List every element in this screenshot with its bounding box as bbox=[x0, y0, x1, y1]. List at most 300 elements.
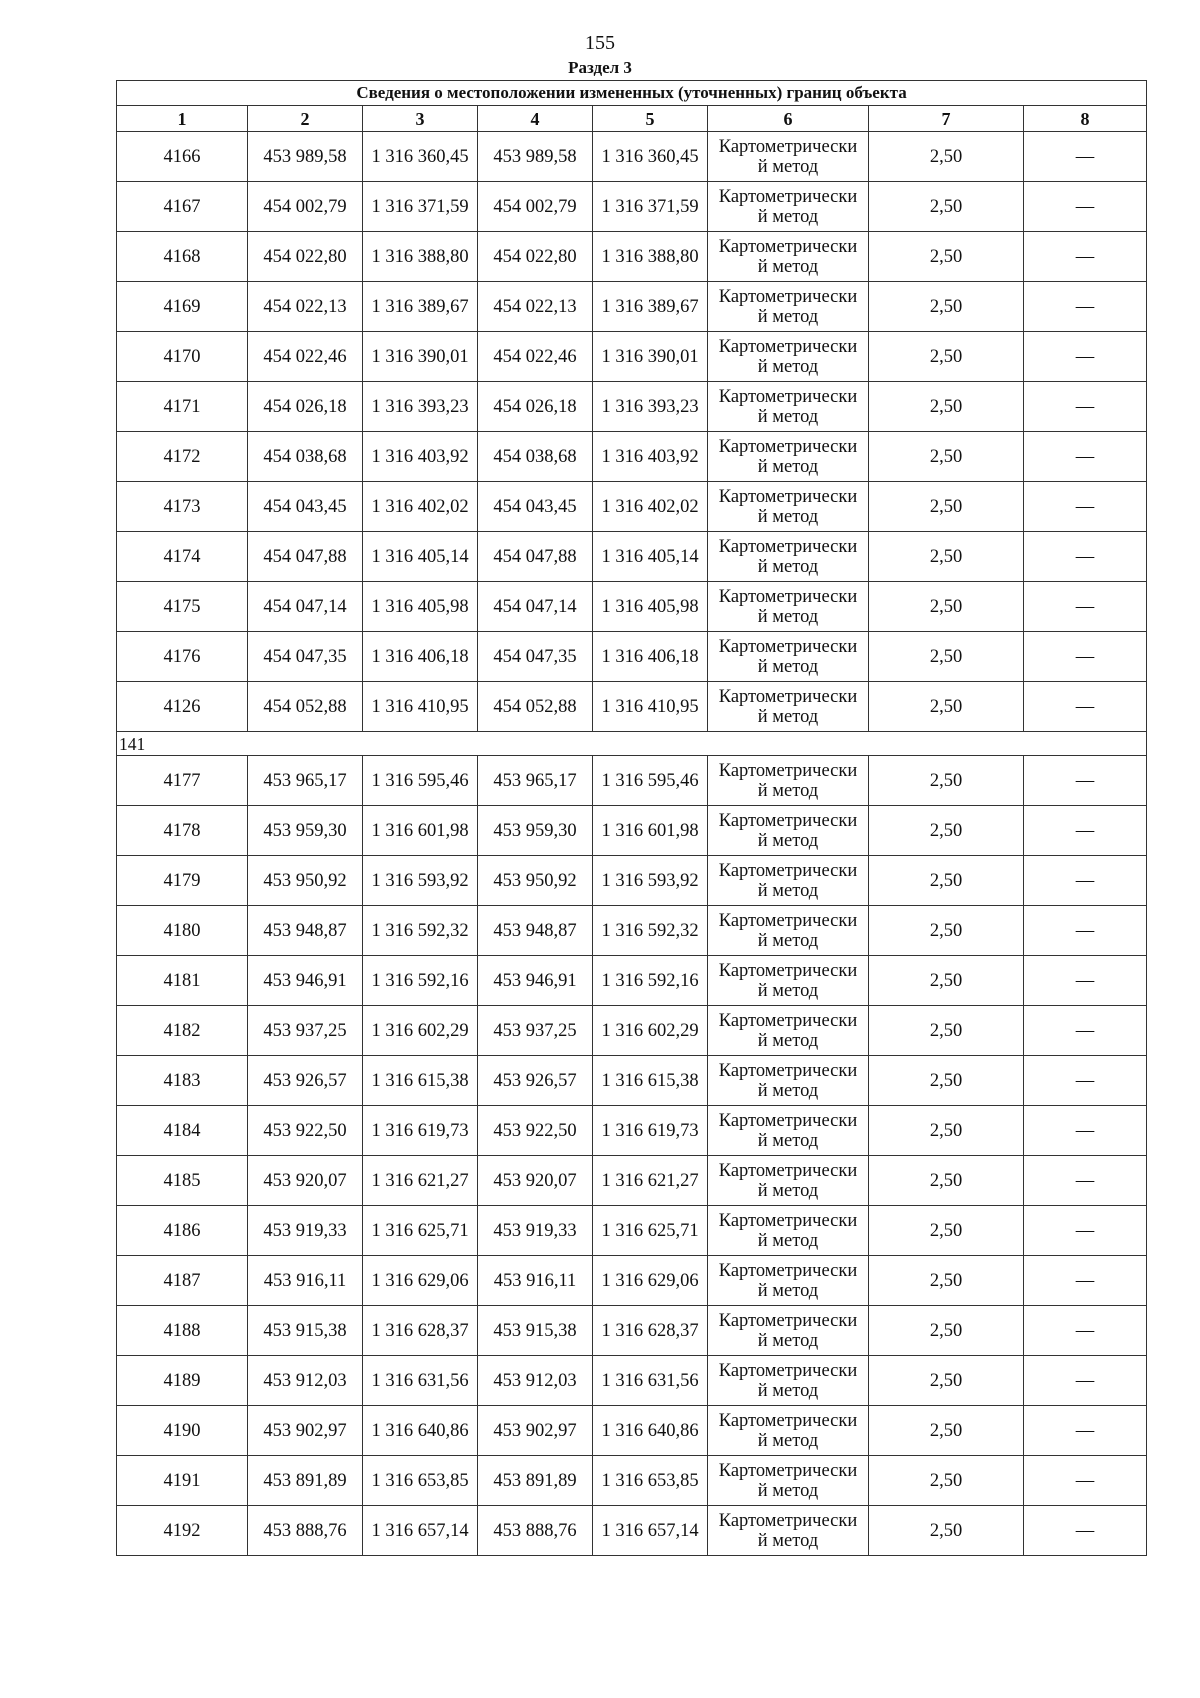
column-header: 7 bbox=[869, 106, 1024, 132]
method-cell bbox=[708, 756, 869, 806]
method-cell bbox=[708, 532, 869, 582]
x-old-cell: 454 047,88 bbox=[248, 532, 363, 582]
point-number-cell: 4184 bbox=[117, 1106, 248, 1156]
table-row bbox=[117, 232, 1147, 282]
description-cell: — bbox=[1024, 906, 1147, 956]
table-row bbox=[117, 432, 1147, 482]
description-cell: — bbox=[1024, 956, 1147, 1006]
y-new-cell: 1 316 628,37 bbox=[593, 1306, 708, 1356]
description-cell: — bbox=[1024, 756, 1147, 806]
table-row bbox=[117, 682, 1147, 732]
description-cell: — bbox=[1024, 1256, 1147, 1306]
table-row bbox=[117, 756, 1147, 806]
table-row bbox=[117, 132, 1147, 182]
x-old-cell: 453 922,50 bbox=[248, 1106, 363, 1156]
y-new-cell: 1 316 389,67 bbox=[593, 282, 708, 332]
precision-cell: 2,50 bbox=[869, 282, 1024, 332]
section-title: Раздел 3 bbox=[568, 58, 632, 77]
y-old-cell: 1 316 629,06 bbox=[363, 1256, 478, 1306]
table-caption: Сведения о местоположении измененных (уточненных) границ объекта bbox=[117, 81, 1147, 106]
description-cell: — bbox=[1024, 682, 1147, 732]
method-cell bbox=[708, 632, 869, 682]
y-old-cell: 1 316 371,59 bbox=[363, 182, 478, 232]
description-cell: — bbox=[1024, 432, 1147, 482]
method-line-2: й метод bbox=[757, 1030, 819, 1051]
method-line-2: й метод bbox=[757, 780, 819, 801]
precision-cell: 2,50 bbox=[869, 232, 1024, 282]
x-old-cell: 453 959,30 bbox=[248, 806, 363, 856]
precision-cell: 2,50 bbox=[869, 132, 1024, 182]
point-number-cell: 4188 bbox=[117, 1306, 248, 1356]
point-number-cell: 4174 bbox=[117, 532, 248, 582]
method-line-2: й метод bbox=[757, 880, 819, 901]
method-cell bbox=[708, 132, 869, 182]
x-old-cell: 453 920,07 bbox=[248, 1156, 363, 1206]
method-line-1: Картометрически bbox=[718, 386, 858, 407]
y-new-cell: 1 316 629,06 bbox=[593, 1256, 708, 1306]
table-row bbox=[117, 582, 1147, 632]
column-header: 2 bbox=[248, 106, 363, 132]
precision-cell: 2,50 bbox=[869, 1006, 1024, 1056]
point-number-cell: 4169 bbox=[117, 282, 248, 332]
method-line-1: Картометрически bbox=[718, 486, 858, 507]
point-number-cell: 4167 bbox=[117, 182, 248, 232]
description-cell: — bbox=[1024, 582, 1147, 632]
x-old-cell: 453 916,11 bbox=[248, 1256, 363, 1306]
y-new-cell: 1 316 592,32 bbox=[593, 906, 708, 956]
y-new-cell: 1 316 405,14 bbox=[593, 532, 708, 582]
precision-cell: 2,50 bbox=[869, 682, 1024, 732]
precision-cell: 2,50 bbox=[869, 756, 1024, 806]
description-cell: — bbox=[1024, 1006, 1147, 1056]
x-new-cell: 454 052,88 bbox=[478, 682, 593, 732]
point-number-cell: 4186 bbox=[117, 1206, 248, 1256]
point-number-cell: 4168 bbox=[117, 232, 248, 282]
precision-cell: 2,50 bbox=[869, 856, 1024, 906]
y-old-cell: 1 316 595,46 bbox=[363, 756, 478, 806]
x-new-cell: 453 888,76 bbox=[478, 1506, 593, 1556]
method-line-1: Картометрически bbox=[718, 760, 858, 781]
method-line-1: Картометрически bbox=[718, 810, 858, 831]
description-cell: — bbox=[1024, 856, 1147, 906]
x-old-cell: 453 937,25 bbox=[248, 1006, 363, 1056]
y-old-cell: 1 316 628,37 bbox=[363, 1306, 478, 1356]
x-old-cell: 453 950,92 bbox=[248, 856, 363, 906]
x-old-cell: 453 902,97 bbox=[248, 1406, 363, 1456]
method-cell bbox=[708, 182, 869, 232]
y-new-cell: 1 316 615,38 bbox=[593, 1056, 708, 1106]
method-line-1: Картометрически bbox=[718, 336, 858, 357]
table-row bbox=[117, 956, 1147, 1006]
y-new-cell: 1 316 405,98 bbox=[593, 582, 708, 632]
description-cell: — bbox=[1024, 1506, 1147, 1556]
x-old-cell: 454 043,45 bbox=[248, 482, 363, 532]
x-old-cell: 454 052,88 bbox=[248, 682, 363, 732]
y-old-cell: 1 316 593,92 bbox=[363, 856, 478, 906]
y-old-cell: 1 316 619,73 bbox=[363, 1106, 478, 1156]
method-line-2: й метод bbox=[757, 156, 819, 177]
x-new-cell: 453 902,97 bbox=[478, 1406, 593, 1456]
method-line-1: Картометрически bbox=[718, 1510, 858, 1531]
point-number-cell: 4189 bbox=[117, 1356, 248, 1406]
y-new-cell: 1 316 631,56 bbox=[593, 1356, 708, 1406]
y-new-cell: 1 316 360,45 bbox=[593, 132, 708, 182]
x-new-cell: 454 047,88 bbox=[478, 532, 593, 582]
x-new-cell: 453 912,03 bbox=[478, 1356, 593, 1406]
y-new-cell: 1 316 592,16 bbox=[593, 956, 708, 1006]
method-line-2: й метод bbox=[757, 1380, 819, 1401]
column-header: 8 bbox=[1024, 106, 1147, 132]
x-new-cell: 453 989,58 bbox=[478, 132, 593, 182]
method-line-2: й метод bbox=[757, 306, 819, 327]
y-old-cell: 1 316 602,29 bbox=[363, 1006, 478, 1056]
table-row bbox=[117, 1106, 1147, 1156]
method-line-2: й метод bbox=[757, 506, 819, 527]
table-row bbox=[117, 856, 1147, 906]
description-cell: — bbox=[1024, 332, 1147, 382]
y-new-cell: 1 316 410,95 bbox=[593, 682, 708, 732]
method-line-1: Картометрически bbox=[718, 636, 858, 657]
precision-cell: 2,50 bbox=[869, 806, 1024, 856]
method-line-1: Картометрически bbox=[718, 1160, 858, 1181]
x-old-cell: 454 047,35 bbox=[248, 632, 363, 682]
method-cell bbox=[708, 1356, 869, 1406]
y-old-cell: 1 316 592,32 bbox=[363, 906, 478, 956]
table-row bbox=[117, 532, 1147, 582]
method-cell bbox=[708, 906, 869, 956]
table-row bbox=[117, 1056, 1147, 1106]
y-old-cell: 1 316 405,98 bbox=[363, 582, 478, 632]
description-cell: — bbox=[1024, 1206, 1147, 1256]
x-old-cell: 453 915,38 bbox=[248, 1306, 363, 1356]
description-cell: — bbox=[1024, 1356, 1147, 1406]
method-line-2: й метод bbox=[757, 830, 819, 851]
y-new-cell: 1 316 625,71 bbox=[593, 1206, 708, 1256]
table-row bbox=[117, 1156, 1147, 1206]
x-new-cell: 453 937,25 bbox=[478, 1006, 593, 1056]
method-line-1: Картометрически bbox=[718, 1260, 858, 1281]
table-row bbox=[117, 1406, 1147, 1456]
method-line-2: й метод bbox=[757, 706, 819, 727]
y-new-cell: 1 316 390,01 bbox=[593, 332, 708, 382]
y-old-cell: 1 316 653,85 bbox=[363, 1456, 478, 1506]
method-line-2: й метод bbox=[757, 1530, 819, 1551]
x-new-cell: 453 946,91 bbox=[478, 956, 593, 1006]
method-cell bbox=[708, 1406, 869, 1456]
precision-cell: 2,50 bbox=[869, 532, 1024, 582]
x-new-cell: 453 948,87 bbox=[478, 906, 593, 956]
column-header: 6 bbox=[708, 106, 869, 132]
method-line-2: й метод bbox=[757, 606, 819, 627]
y-old-cell: 1 316 402,02 bbox=[363, 482, 478, 532]
method-cell bbox=[708, 582, 869, 632]
y-old-cell: 1 316 640,86 bbox=[363, 1406, 478, 1456]
method-line-1: Картометрически bbox=[718, 1410, 858, 1431]
table-row bbox=[117, 1506, 1147, 1556]
y-old-cell: 1 316 601,98 bbox=[363, 806, 478, 856]
table-row bbox=[117, 382, 1147, 432]
description-cell: — bbox=[1024, 632, 1147, 682]
point-number-cell: 4187 bbox=[117, 1256, 248, 1306]
method-cell bbox=[708, 1006, 869, 1056]
x-new-cell: 454 038,68 bbox=[478, 432, 593, 482]
y-new-cell: 1 316 388,80 bbox=[593, 232, 708, 282]
method-cell bbox=[708, 432, 869, 482]
method-cell bbox=[708, 1256, 869, 1306]
point-number-cell: 4170 bbox=[117, 332, 248, 382]
method-cell bbox=[708, 332, 869, 382]
x-new-cell: 454 022,80 bbox=[478, 232, 593, 282]
method-line-2: й метод bbox=[757, 1480, 819, 1501]
x-old-cell: 454 047,14 bbox=[248, 582, 363, 632]
method-cell bbox=[708, 1156, 869, 1206]
y-old-cell: 1 316 393,23 bbox=[363, 382, 478, 432]
x-new-cell: 454 002,79 bbox=[478, 182, 593, 232]
x-new-cell: 453 916,11 bbox=[478, 1256, 593, 1306]
point-number-cell: 4185 bbox=[117, 1156, 248, 1206]
x-old-cell: 454 002,79 bbox=[248, 182, 363, 232]
group-label: 141 bbox=[117, 732, 1147, 756]
table-row bbox=[117, 482, 1147, 532]
table-caption-row bbox=[117, 81, 1147, 106]
table-row bbox=[117, 1306, 1147, 1356]
method-line-1: Картометрически bbox=[718, 860, 858, 881]
table-row bbox=[117, 906, 1147, 956]
column-header: 5 bbox=[593, 106, 708, 132]
precision-cell: 2,50 bbox=[869, 1256, 1024, 1306]
precision-cell: 2,50 bbox=[869, 1506, 1024, 1556]
method-cell bbox=[708, 1306, 869, 1356]
x-old-cell: 453 965,17 bbox=[248, 756, 363, 806]
y-new-cell: 1 316 593,92 bbox=[593, 856, 708, 906]
method-line-1: Картометрически bbox=[718, 586, 858, 607]
x-old-cell: 454 022,13 bbox=[248, 282, 363, 332]
x-old-cell: 454 022,80 bbox=[248, 232, 363, 282]
y-new-cell: 1 316 595,46 bbox=[593, 756, 708, 806]
y-old-cell: 1 316 410,95 bbox=[363, 682, 478, 732]
point-number-cell: 4181 bbox=[117, 956, 248, 1006]
method-line-2: й метод bbox=[757, 356, 819, 377]
x-old-cell: 454 038,68 bbox=[248, 432, 363, 482]
table-row bbox=[117, 1006, 1147, 1056]
x-new-cell: 453 965,17 bbox=[478, 756, 593, 806]
method-line-2: й метод bbox=[757, 1130, 819, 1151]
point-number-cell: 4176 bbox=[117, 632, 248, 682]
method-cell bbox=[708, 956, 869, 1006]
point-number-cell: 4177 bbox=[117, 756, 248, 806]
x-old-cell: 453 891,89 bbox=[248, 1456, 363, 1506]
precision-cell: 2,50 bbox=[869, 382, 1024, 432]
precision-cell: 2,50 bbox=[869, 906, 1024, 956]
method-line-2: й метод bbox=[757, 1180, 819, 1201]
description-cell: — bbox=[1024, 1156, 1147, 1206]
method-line-2: й метод bbox=[757, 1280, 819, 1301]
method-line-1: Картометрически bbox=[718, 186, 858, 207]
description-cell: — bbox=[1024, 232, 1147, 282]
precision-cell: 2,50 bbox=[869, 432, 1024, 482]
point-number-cell: 4173 bbox=[117, 482, 248, 532]
x-old-cell: 453 948,87 bbox=[248, 906, 363, 956]
table-row bbox=[117, 332, 1147, 382]
coordinates-table bbox=[116, 80, 1147, 1556]
point-number-cell: 4126 bbox=[117, 682, 248, 732]
description-cell: — bbox=[1024, 282, 1147, 332]
precision-cell: 2,50 bbox=[869, 1056, 1024, 1106]
point-number-cell: 4192 bbox=[117, 1506, 248, 1556]
y-old-cell: 1 316 631,56 bbox=[363, 1356, 478, 1406]
x-new-cell: 454 047,35 bbox=[478, 632, 593, 682]
precision-cell: 2,50 bbox=[869, 1206, 1024, 1256]
method-cell bbox=[708, 1056, 869, 1106]
table-header-row bbox=[117, 106, 1147, 132]
y-old-cell: 1 316 657,14 bbox=[363, 1506, 478, 1556]
precision-cell: 2,50 bbox=[869, 1106, 1024, 1156]
description-cell: — bbox=[1024, 532, 1147, 582]
method-cell bbox=[708, 232, 869, 282]
method-cell bbox=[708, 682, 869, 732]
x-old-cell: 453 926,57 bbox=[248, 1056, 363, 1106]
point-number-cell: 4178 bbox=[117, 806, 248, 856]
x-new-cell: 454 043,45 bbox=[478, 482, 593, 532]
y-old-cell: 1 316 625,71 bbox=[363, 1206, 478, 1256]
method-line-2: й метод bbox=[757, 556, 819, 577]
column-header: 3 bbox=[363, 106, 478, 132]
point-number-cell: 4183 bbox=[117, 1056, 248, 1106]
x-old-cell: 453 946,91 bbox=[248, 956, 363, 1006]
table-row bbox=[117, 282, 1147, 332]
y-old-cell: 1 316 405,14 bbox=[363, 532, 478, 582]
x-old-cell: 453 912,03 bbox=[248, 1356, 363, 1406]
y-new-cell: 1 316 640,86 bbox=[593, 1406, 708, 1456]
precision-cell: 2,50 bbox=[869, 1456, 1024, 1506]
method-cell bbox=[708, 856, 869, 906]
method-line-1: Картометрически bbox=[718, 1010, 858, 1031]
method-line-2: й метод bbox=[757, 930, 819, 951]
point-number-cell: 4190 bbox=[117, 1406, 248, 1456]
precision-cell: 2,50 bbox=[869, 482, 1024, 532]
precision-cell: 2,50 bbox=[869, 632, 1024, 682]
description-cell: — bbox=[1024, 1406, 1147, 1456]
x-new-cell: 453 919,33 bbox=[478, 1206, 593, 1256]
column-header: 4 bbox=[478, 106, 593, 132]
table-row bbox=[117, 632, 1147, 682]
y-new-cell: 1 316 371,59 bbox=[593, 182, 708, 232]
method-line-1: Картометрически bbox=[718, 536, 858, 557]
method-line-2: й метод bbox=[757, 1230, 819, 1251]
precision-cell: 2,50 bbox=[869, 1406, 1024, 1456]
y-old-cell: 1 316 403,92 bbox=[363, 432, 478, 482]
precision-cell: 2,50 bbox=[869, 1156, 1024, 1206]
y-new-cell: 1 316 602,29 bbox=[593, 1006, 708, 1056]
method-line-1: Картометрически bbox=[718, 236, 858, 257]
method-line-2: й метод bbox=[757, 456, 819, 477]
precision-cell: 2,50 bbox=[869, 182, 1024, 232]
method-line-2: й метод bbox=[757, 206, 819, 227]
method-cell bbox=[708, 806, 869, 856]
y-old-cell: 1 316 406,18 bbox=[363, 632, 478, 682]
y-new-cell: 1 316 657,14 bbox=[593, 1506, 708, 1556]
method-line-2: й метод bbox=[757, 980, 819, 1001]
table-row bbox=[117, 182, 1147, 232]
method-line-1: Картометрически bbox=[718, 136, 858, 157]
y-old-cell: 1 316 388,80 bbox=[363, 232, 478, 282]
precision-cell: 2,50 bbox=[869, 1356, 1024, 1406]
x-old-cell: 454 022,46 bbox=[248, 332, 363, 382]
precision-cell: 2,50 bbox=[869, 1306, 1024, 1356]
method-line-1: Картометрически bbox=[718, 1210, 858, 1231]
y-new-cell: 1 316 402,02 bbox=[593, 482, 708, 532]
point-number-cell: 4172 bbox=[117, 432, 248, 482]
x-new-cell: 454 026,18 bbox=[478, 382, 593, 432]
x-new-cell: 453 926,57 bbox=[478, 1056, 593, 1106]
precision-cell: 2,50 bbox=[869, 956, 1024, 1006]
x-new-cell: 453 922,50 bbox=[478, 1106, 593, 1156]
description-cell: — bbox=[1024, 382, 1147, 432]
method-cell bbox=[708, 1506, 869, 1556]
method-cell bbox=[708, 282, 869, 332]
x-new-cell: 453 920,07 bbox=[478, 1156, 593, 1206]
table-row bbox=[117, 1206, 1147, 1256]
description-cell: — bbox=[1024, 482, 1147, 532]
y-new-cell: 1 316 393,23 bbox=[593, 382, 708, 432]
method-line-1: Картометрически bbox=[718, 436, 858, 457]
y-new-cell: 1 316 403,92 bbox=[593, 432, 708, 482]
description-cell: — bbox=[1024, 182, 1147, 232]
method-line-2: й метод bbox=[757, 656, 819, 677]
description-cell: — bbox=[1024, 1306, 1147, 1356]
y-old-cell: 1 316 390,01 bbox=[363, 332, 478, 382]
point-number-cell: 4175 bbox=[117, 582, 248, 632]
method-line-1: Картометрически bbox=[718, 1360, 858, 1381]
table-body bbox=[117, 81, 1147, 1556]
x-new-cell: 454 022,46 bbox=[478, 332, 593, 382]
y-new-cell: 1 316 621,27 bbox=[593, 1156, 708, 1206]
method-line-2: й метод bbox=[757, 256, 819, 277]
table-row bbox=[117, 806, 1147, 856]
point-number-cell: 4182 bbox=[117, 1006, 248, 1056]
x-new-cell: 453 950,92 bbox=[478, 856, 593, 906]
description-cell: — bbox=[1024, 1456, 1147, 1506]
x-old-cell: 453 989,58 bbox=[248, 132, 363, 182]
table-row bbox=[117, 1256, 1147, 1306]
method-cell bbox=[708, 1206, 869, 1256]
y-old-cell: 1 316 389,67 bbox=[363, 282, 478, 332]
table-row bbox=[117, 1456, 1147, 1506]
y-new-cell: 1 316 653,85 bbox=[593, 1456, 708, 1506]
method-line-2: й метод bbox=[757, 406, 819, 427]
precision-cell: 2,50 bbox=[869, 582, 1024, 632]
description-cell: — bbox=[1024, 806, 1147, 856]
method-line-1: Картометрически bbox=[718, 1110, 858, 1131]
method-line-1: Картометрически bbox=[718, 960, 858, 981]
point-number-cell: 4179 bbox=[117, 856, 248, 906]
group-label-row bbox=[117, 732, 1147, 756]
method-line-2: й метод bbox=[757, 1080, 819, 1101]
x-new-cell: 453 915,38 bbox=[478, 1306, 593, 1356]
method-cell bbox=[708, 1106, 869, 1156]
method-line-1: Картометрически bbox=[718, 686, 858, 707]
method-line-1: Картометрически bbox=[718, 286, 858, 307]
y-new-cell: 1 316 406,18 bbox=[593, 632, 708, 682]
method-cell bbox=[708, 1456, 869, 1506]
y-old-cell: 1 316 360,45 bbox=[363, 132, 478, 182]
description-cell: — bbox=[1024, 1106, 1147, 1156]
page-number: 155 bbox=[585, 32, 615, 54]
method-cell bbox=[708, 482, 869, 532]
x-new-cell: 454 022,13 bbox=[478, 282, 593, 332]
x-old-cell: 454 026,18 bbox=[248, 382, 363, 432]
method-cell bbox=[708, 382, 869, 432]
